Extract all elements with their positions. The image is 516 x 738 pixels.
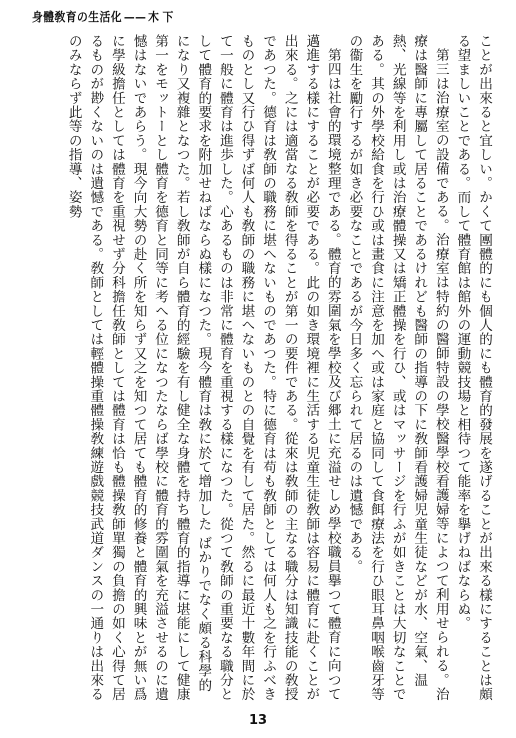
paragraph-third-treatment-room: 第三は治療室の設備である。治療室は特約の醫師特設の學校醫學校看護婦等によつて利用せられる。治療は醫師に專屬して居ることであるけれども醫師の指導の下に敎師看護婦児童生徒などが水、空氣、温熱、光線等を利用し或は治療體操又は矯正體操を行ひ、或はマッサージを行ふが如きことは大切なことである。其の外學校給食を行ひ或は畫食に注意を加へ或は家庭と協同して食餌療法を行ひ眼耳鼻咽喉齒牙等の衞生を勵行するが如き必要なことであるが今日多く忘られて居るのは遺憾である。	[346, 34, 449, 702]
page-number: 13	[248, 713, 268, 728]
paragraph-fourth-social-environment: 第四は社會的環境整理である。體育的雰圍氣を學校及び郷土に充溢せしめ學校職員擧つて體育に向つて邁進する樣にすることが必要である。此の如き環境裡に生活する児童生徒敎師は容易に體育に赴くことが出來る。之には適當なる敎師を得ることが第一の要件である。從來は敎師の主なる職分は知識技能の敎授であつた。德育は敎師の職務に堪へないものであつた。特に德育は苟も敎師としては何人も之を行ふべきものとし又行ひ得ずば何人も敎師の職務に堪へないものとの自覺を有して居た。然るに最近十數年間に於て一般に體育は進歩した。心あるものは非常に體育を重視する樣になつた。從つて敎師の重要なる職分として體育的要求を附加せねばならぬ樣になつた。現今體育は敎に於て增加した ばかりでなく頗る科學的になり又複雜となつた。若し敎師が自ら體育的經驗を有し健全な身體を持ち體育的指導に堪能にして健康第一をモットーとし體育を德育と同等に考へる位になつたならば學校に體育的雰圍氣を充溢させるのに遺憾はないであらう。現今向大勢の赴く所を知らず又之を知つて居ても體育的修養と體育的興味とが無い爲に學級擔任としては體育を重視せず分科擔任敎師としては體育は恰も體操敎師單獨の負擔の如く心得て居るものが尠くないのは遺憾である。敎師としては輕體操重體操敎練遊戲競技武道ダンスの一通りは出來るのみならず此等の指導、姿勢	[65, 34, 341, 702]
body-text	[22, 34, 494, 702]
running-head	[32, 8, 230, 32]
paragraph-continuation: ことが出來ると宜しい。かくて團體的にも個人的にも體育的發展を遂げることが出來る樣にすることは頗る望ましいことである。而して體育館は館外の運動競技場と相待つて能率を擧げねばならぬ。	[454, 34, 492, 702]
running-head-separator: ——	[123, 10, 147, 24]
running-head-author: 木下	[148, 10, 177, 24]
running-head-book-title: 身體敎育の生活化	[32, 10, 123, 24]
